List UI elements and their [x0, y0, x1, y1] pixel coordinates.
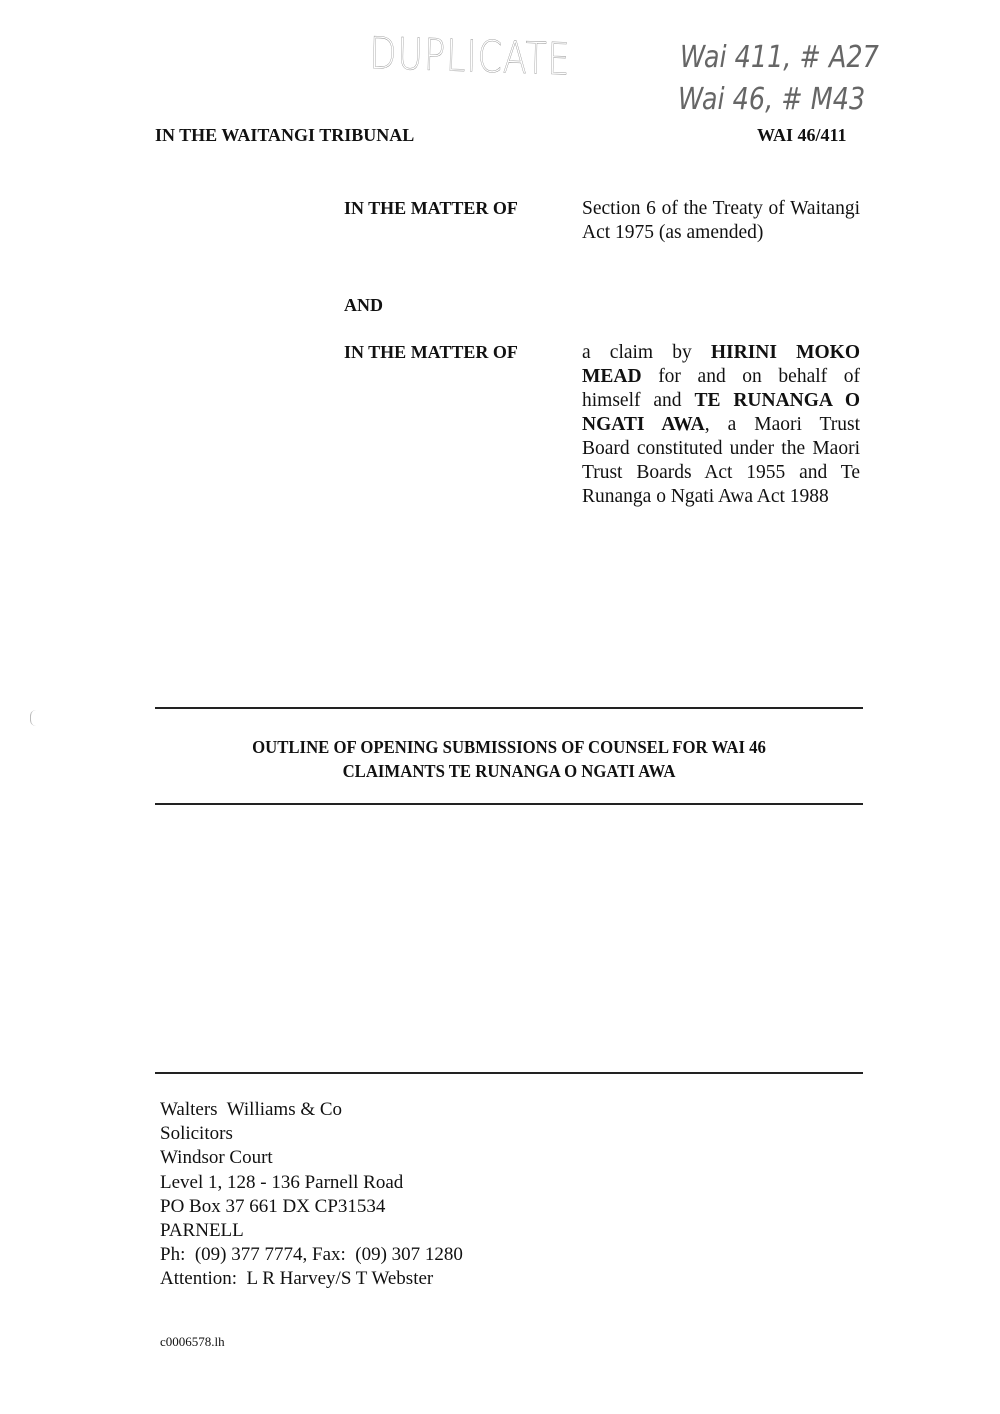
document-title-line-2: CLAIMANTS TE RUNANGA O NGATI AWA	[342, 761, 676, 781]
claim-text-segment: a claim by	[582, 342, 711, 363]
address-line: Attention: L R Harvey/S T Webster	[160, 1268, 434, 1290]
document-title-line-1: OUTLINE OF OPENING SUBMISSIONS OF COUNSEL FOR WAI 46	[252, 737, 766, 757]
address-line: Walters Williams & Co	[160, 1099, 343, 1120]
claimant-name: HIRINI MOKO MEAD	[582, 342, 860, 387]
address-line: Ph: (09) 377 7774, Fax: (09) 307 1280	[160, 1244, 463, 1266]
handwritten-reference-2: Wai 46, # M43	[678, 82, 866, 117]
address-line: PARNELL	[160, 1220, 244, 1242]
matter-label-2: IN THE MATTER OF	[344, 342, 518, 362]
address-line: Windsor Court	[160, 1147, 273, 1169]
matter-text-1: Section 6 of the Treaty of Waitangi Act 1975 (as amended)	[582, 198, 860, 243]
matter-label-1: IN THE MATTER OF	[344, 198, 518, 218]
address-line: Level 1, 128 - 136 Parnell Road	[160, 1171, 404, 1193]
address-line: PO Box 37 661 DX CP31534	[160, 1195, 386, 1217]
title-top-divider	[155, 707, 863, 709]
court-heading: IN THE WAITANGI TRIBUNAL	[155, 125, 415, 145]
matter-connector: AND	[344, 295, 383, 315]
scan-margin-mark	[30, 710, 37, 726]
file-number: WAI 46/411	[757, 125, 847, 145]
title-bottom-divider	[155, 803, 863, 805]
file-reference: c0006578.lh	[160, 1334, 225, 1349]
address-divider	[155, 1072, 863, 1074]
claim-text-segment: for and on behalf of himself and	[582, 366, 860, 411]
matter-text-2	[582, 341, 860, 509]
counsel-address	[160, 1098, 463, 1292]
duplicate-stamp: DUPLICATE	[368, 28, 571, 86]
address-line: Solicitors	[160, 1123, 233, 1145]
handwritten-reference-1: Wai 411, # A27	[680, 40, 879, 75]
claim-text-segment: , a Maori Trust Board constituted under the Maori Trust Boards Act 1955 and Te Runanga o Ngati Awa Act 1988	[582, 414, 860, 507]
claimant-organisation: TE RUNANGA O NGATI AWA	[582, 390, 860, 435]
